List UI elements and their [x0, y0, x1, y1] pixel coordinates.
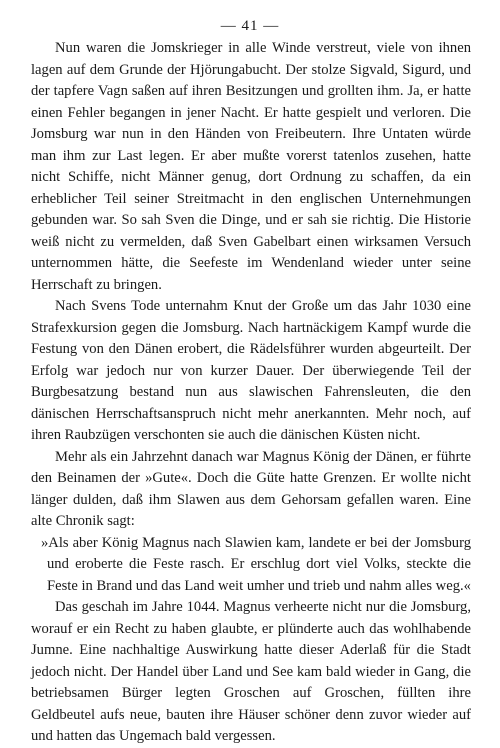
body-text [31, 38, 471, 748]
paragraph-magnus: Mehr als ein Jahrzehnt danach war Magnus König der Dänen, er führte den Beinamen der »Gute«. Doch die Güte hatte Grenzen. Er wollte nicht länger dulden, daß ihm Slawen aus dem Gehorsam gefallen waren. Eine alte Chronik sagt: [31, 448, 471, 529]
chronicle-quote: »Als aber König Magnus nach Slawien kam, landete er bei der Jomsburg und eroberte die Feste rasch. Er erschlug dort viel Volks, steckte die Feste in Brand und das Land weit umher und trieb und nahm alles weg.« [41, 534, 471, 594]
paragraph-1044: Das geschah im Jahre 1044. Magnus verheerte nicht nur die Jomsburg, worauf er ein Recht zu haben glaubte, er plünderte auch das wohlhabende Jumne. Eine nachhaltige Auswirkung hatte dieser Aderlaß für die Stadt jedoch nicht. Der Handel über Land und See kam bald wieder in Gang, die betriebsamen Bürger legten Groschen auf Groschen, füllten ihre Geldbeutel aufs neue, bauten ihre Häuser schöner denn zuvor wieder auf und hatten das Ungemach bald vergessen. [31, 599, 471, 744]
page-number: — 41 — [220, 18, 280, 34]
paragraph-jomskrieger: Nun waren die Jomskrieger in alle Winde verstreut, viele von ihnen lagen auf dem Grunde der Hjörungabucht. Der stolze Sigvald, Sigurd, und der tapfere Vagn saßen auf ihren Besitzungen und grollten ihm. Ja, er hatte einen Fehler begangen in jener Nacht. Er hatte gespielt und verloren. Die Jomsburg war nun in den Händen von Freibeutern. Ihre Untaten würde man ihm zur Last legen. Er aber mußte vorerst tatenlos zusehen, hatte nicht Schiffe, nicht Männer genug, dort Ordnung zu schaffen, da ein erheblicher Teil seiner Streitmacht in den englischen Unternehmungen gebunden war. So sah Sven die Dinge, und er sah sie richtig. Die Historie weiß nicht zu vermelden, daß Sven Gabelbart einen wirksamen Versuch unternommen hätte, die Seefeste im Wendenland wieder unter seine Herrschaft zu bringen. [31, 40, 471, 293]
paragraph-knut: Nach Svens Tode unternahm Knut der Große um das Jahr 1030 eine Strafexkursion gegen die Jomsburg. Nach hartnäckigem Kampf wurde die Festung von den Dänen erobert, die Rädelsführer wurden abgeurteilt. Der Erfolg war jedoch nur von kurzer Dauer. Der überwiegende Teil der Burgbesatzung bestand nun aus slawischen Fahrensleuten, die den dänischen Herrschaftsanspruch nicht mehr anerkannten. Mehr noch, auf ihren Raubzügen verschonten sie auch die dänischen Küsten nicht. [31, 298, 471, 443]
